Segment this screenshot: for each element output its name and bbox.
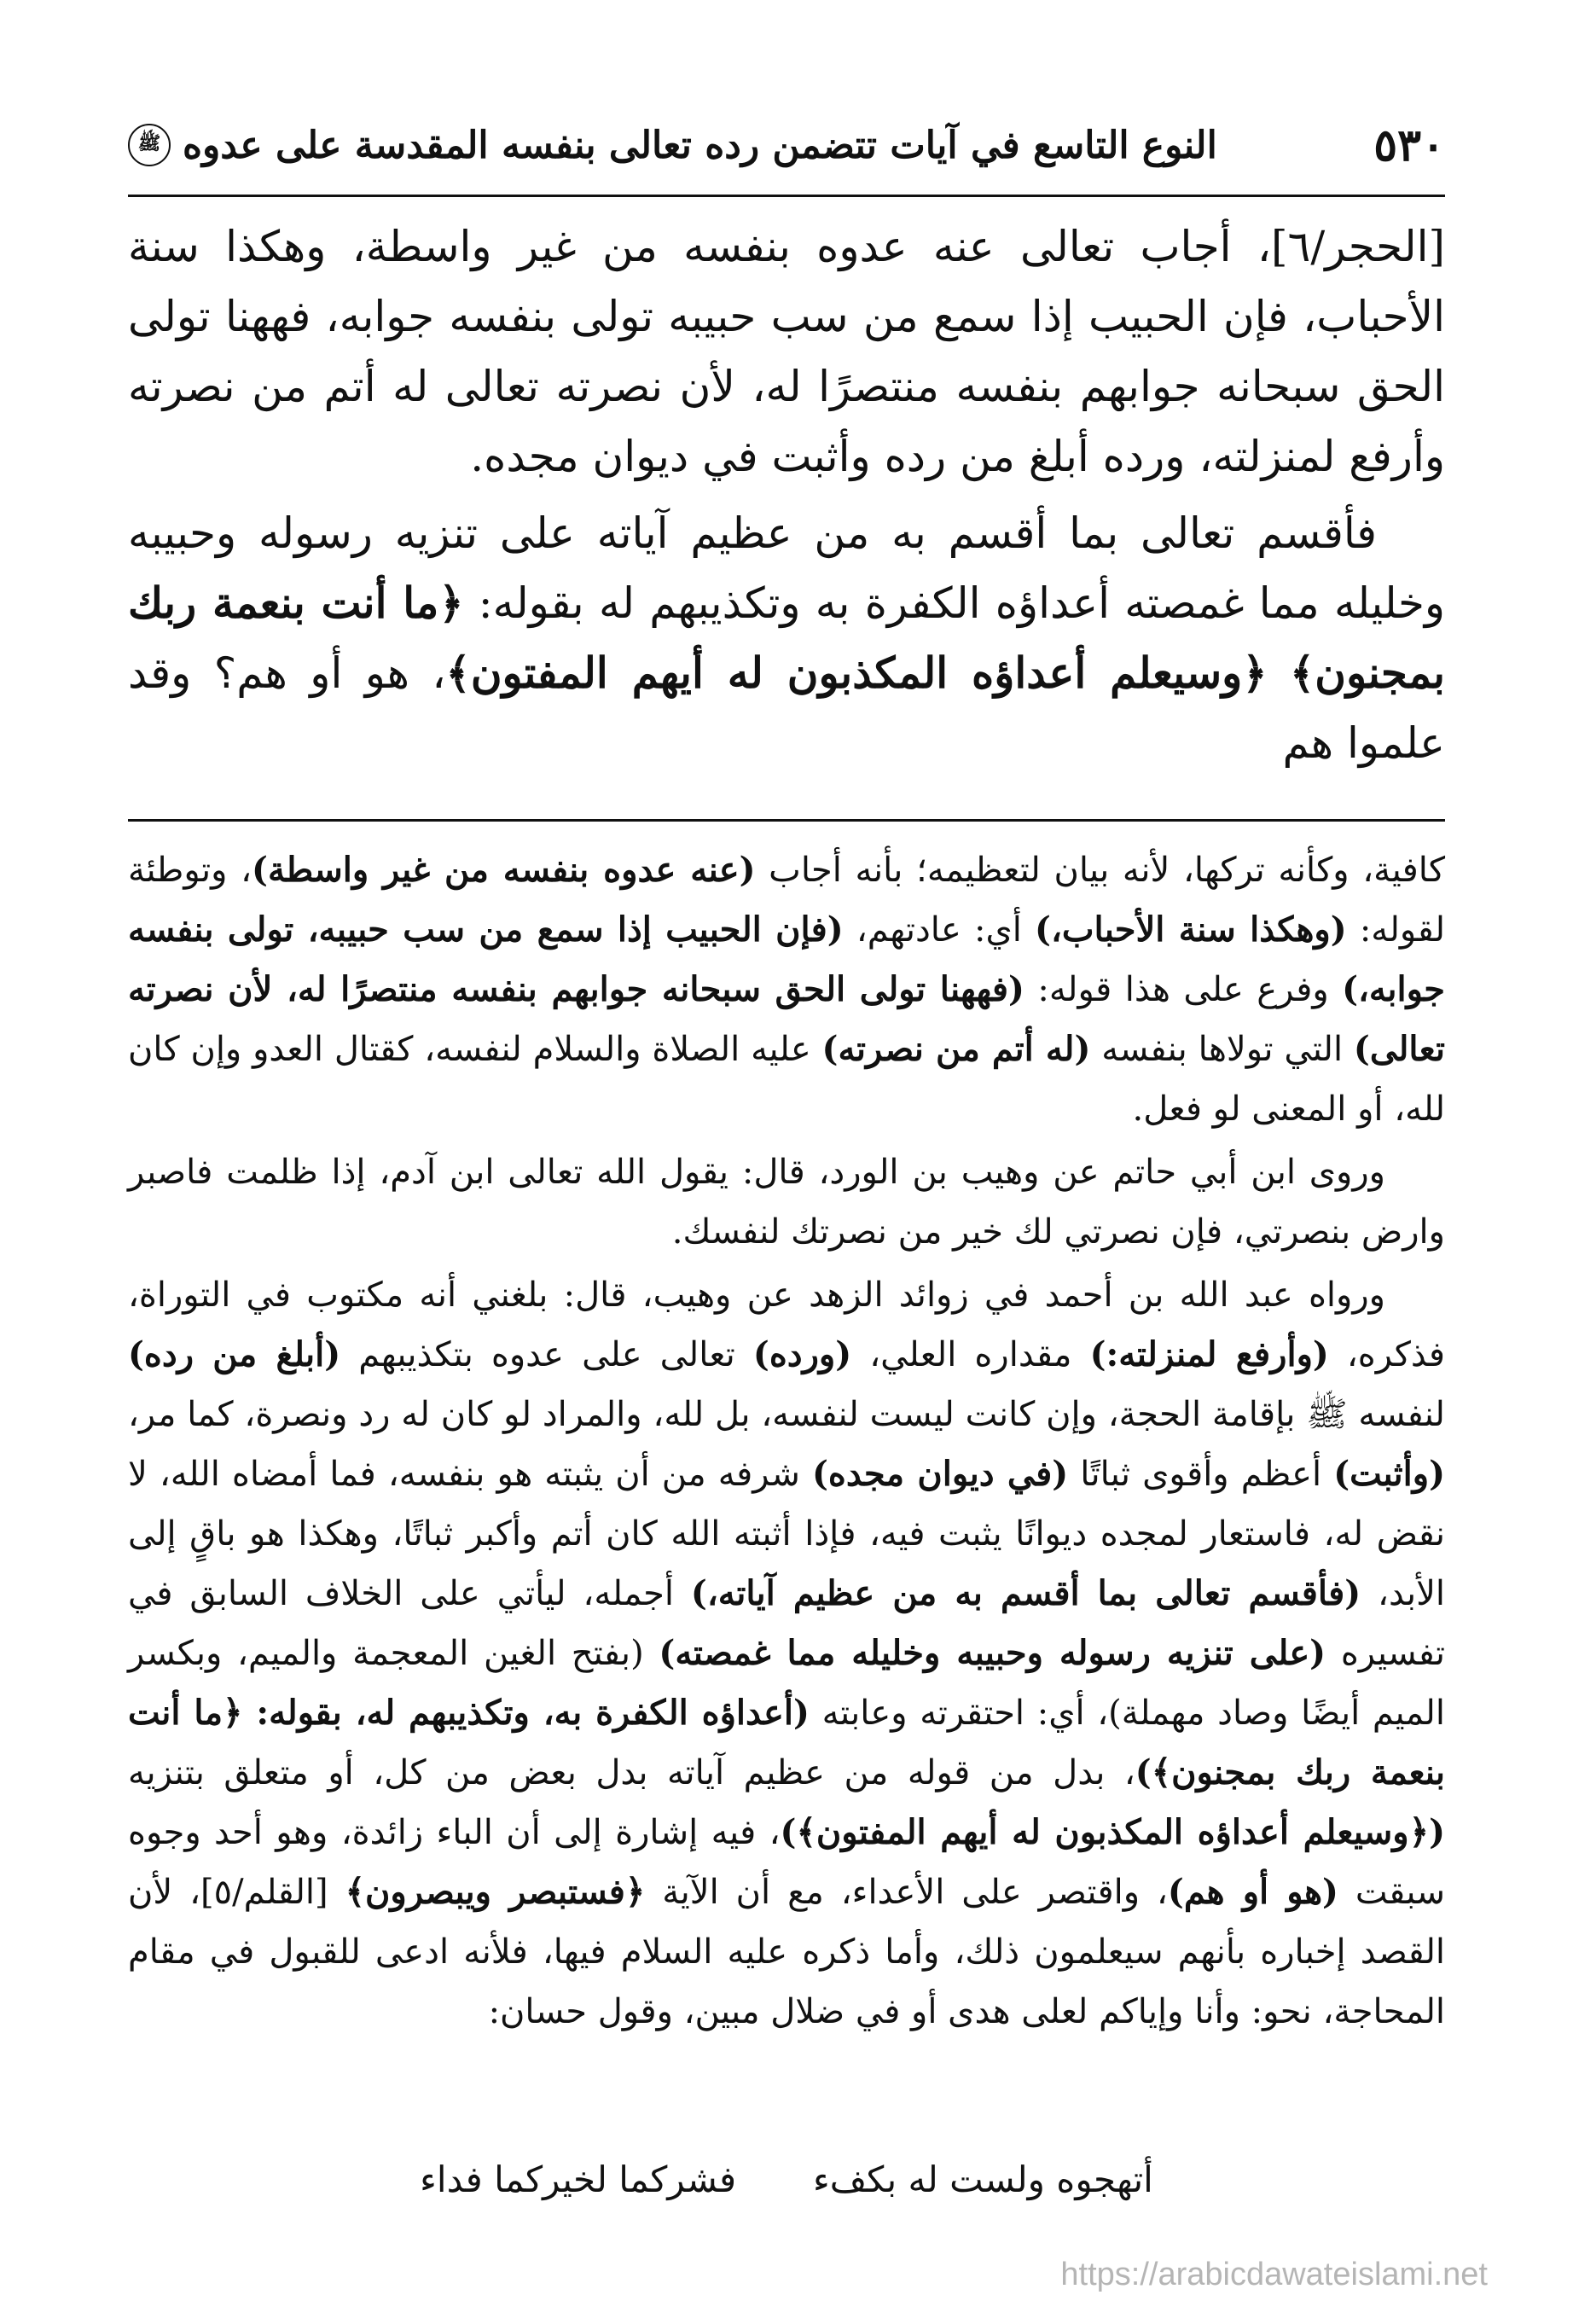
quoted-matn: (عنه عدوه بنفسه من غير واسطة) bbox=[252, 850, 756, 890]
commentary-paragraph-1 bbox=[128, 840, 1445, 1139]
text-run: ، واقتصر على الأعداء، مع أن الآية bbox=[645, 1873, 1168, 1912]
page-number: ٥٣٠ bbox=[1373, 119, 1445, 171]
quoted-matn: (في ديوان مجده) bbox=[811, 1454, 1069, 1494]
running-title bbox=[128, 124, 1217, 167]
text-run: شرفه من أن يثبته هو بنفسه، فما أمضاه الله، لا نقض له، فاستعار لمجده ديوانًا يثبت فيه، فإذا أثبته الله كان أتم وأكبر ثباتًا، وهكذا هو باقٍ إلى الأبد، bbox=[128, 1455, 1446, 1613]
main-text bbox=[128, 212, 1445, 778]
header-divider bbox=[128, 195, 1445, 197]
page-header bbox=[128, 111, 1445, 179]
text-run: ، هو أو هم؟ وقد علموا هم bbox=[128, 648, 1445, 768]
text-run: ، بدل من قوله من عظيم آياته بدل بعض من كل، أو متعلق بتنزيه bbox=[128, 1753, 1135, 1792]
main-paragraph-1: [الحجر/٦]، أجاب تعالى عنه عدوه بنفسه من غير واسطة، وهكذا سنة الأحباب، فإن الحبيب إذا سمع من سب حبيبه تولى بنفسه جوابه، فههنا تولى الحق سبحانه جوابهم بنفسه منتصرًا له، لأن نصرته تعالى له أتم من نصرته وأرفع لمنزلته، ورده أبلغ من رده وأثبت في ديوان مجده. bbox=[128, 222, 1445, 481]
text-run: ورواه عبد الله بن أحمد في زوائد الزهد عن وهيب، قال: بلغني أنه مكتوب في التوراة، فذكره، bbox=[128, 1275, 1445, 1374]
quoted-matn: (ورده) bbox=[752, 1334, 852, 1374]
quoted-matn: (أبلغ من رده) bbox=[128, 1334, 341, 1374]
poetry-verse bbox=[128, 2150, 1445, 2210]
text-run bbox=[1268, 648, 1290, 698]
quoted-matn: (على تنزيه رسوله وحبيبه وخليله مما غمصته) bbox=[659, 1633, 1326, 1673]
commentary-paragraph-2: وروى ابن أبي حاتم عن وهيب بن الورد، قال: يقول الله تعالى ابن آدم، إذا ظلمت فاصبر وارض بنصرتي، فإن نصرتي لك خير من نصرتك لنفسك. bbox=[128, 1153, 1445, 1252]
quoted-matn: (وأرفع لمنزلته:) bbox=[1089, 1334, 1329, 1374]
text-run: فأقسم تعالى بما أقسم به من عظيم آياته على تنزيه رسوله وحبيبه وخليله مما غمصته أعداؤه الكفرة به وتكذيبهم له بقوله: bbox=[128, 508, 1446, 628]
text-run: ، فيه إشارة إلى أن الباء زائدة، وهو أحد وجوه سبقت bbox=[128, 1813, 1446, 1912]
commentary-paragraph-3 bbox=[128, 1265, 1445, 2042]
quran-verse: ﴿فستبصر ويبصرون﴾ bbox=[345, 1872, 646, 1912]
text-run: (بفتح الغين المعجمة والميم، وبكسر الميم أيضًا وصاد مهملة)، أي: احتقرته وعابته bbox=[128, 1634, 1445, 1733]
text-run: عليه الصلاة والسلام لنفسه، كقتال العدو وإن كان لله، أو المعنى لو فعل. bbox=[128, 1030, 1445, 1129]
running-title-text: النوع التاسع في آيات تتضمن رده تعالى بنفسه المقدسة على عدوه bbox=[183, 123, 1217, 167]
honorific-seal: ﷺ bbox=[128, 124, 171, 166]
quoted-matn: (هو أو هم) bbox=[1167, 1872, 1338, 1912]
quoted-matn: (فأقسم تعالى بما أقسم به من عظيم آياته،) bbox=[690, 1573, 1361, 1613]
quran-verse: ﴿ما أنت بنعمة ربك بمجنون﴾ bbox=[128, 578, 1445, 698]
quran-verse: ﴿وسيعلم أعداؤه المكذبون له أيهم المفتون﴾ bbox=[445, 648, 1268, 698]
text-run: تعالى على عدوه بتكذيبهم bbox=[340, 1335, 753, 1374]
poetry-hemistich-1: أتهجوه ولست له بكفء bbox=[813, 2158, 1153, 2200]
text-run: ، وتوطئة لقوله: bbox=[128, 851, 1446, 950]
text-run: لنفسه ﷺ بإقامة الحجة، وإن كانت ليست لنفسه، بل لله، والمراد لو كان له رد ونصرة، كما مر، bbox=[128, 1395, 1445, 1434]
quoted-matn: (له أتم من نصرته) bbox=[821, 1029, 1091, 1069]
text-run: أعظم وأقوى ثباتًا bbox=[1068, 1455, 1334, 1494]
quoted-matn: (فإن الحبيب إذا سمع من سب حبيبه، تولى بنفسه جوابه،) bbox=[128, 909, 1445, 1009]
quoted-matn: (فههنا تولى الحق سبحانه جوابهم بنفسه منتصرًا له، لأن نصرته تعالى) bbox=[128, 969, 1445, 1069]
commentary-divider bbox=[128, 819, 1445, 822]
quoted-matn: (وأثبت) bbox=[1333, 1454, 1445, 1494]
commentary-section bbox=[128, 840, 1445, 2042]
watermark-url: https://arabicdawateislami.net bbox=[1060, 2257, 1488, 2292]
quoted-matn: (أعداؤه الكفرة به، وتكذيبهم له، بقوله: ﴿ما أنت بنعمة ربك بمجنون﴾) bbox=[128, 1693, 1446, 1792]
text-run: مقداره العلي، bbox=[851, 1335, 1090, 1374]
text-run: كافية، وكأنه تركها، لأنه بيان لتعظيمه؛ بأنه أجاب bbox=[755, 851, 1445, 890]
text-run: وفرع على هذا قوله: bbox=[1024, 970, 1343, 1009]
text-run: التي تولاها بنفسه bbox=[1090, 1030, 1354, 1069]
text-run: أي: عادتهم، bbox=[843, 910, 1036, 950]
text-run: [القلم/٥]، لأن القصد إخباره بأنهم سيعلمون ذلك، وأما ذكره عليه السلام فيها، فلأنه ادعى للقبول في مقام المحاجة، نحو: وأنا وإياكم لعلى هدى أو في ضلال مبين، وقول حسان: bbox=[128, 1873, 1445, 2031]
poetry-hemistich-2: فشركما لخيركما فداء bbox=[420, 2158, 737, 2200]
main-paragraph-2 bbox=[128, 498, 1445, 778]
text-run: أجمله، ليأتي على الخلاف السابق في تفسيره bbox=[128, 1574, 1445, 1673]
quoted-matn: (﴿وسيعلم أعداؤه المكذبون له أيهم المفتون﴾) bbox=[780, 1812, 1445, 1852]
quoted-matn: (وهكذا سنة الأحباب،) bbox=[1035, 909, 1347, 950]
